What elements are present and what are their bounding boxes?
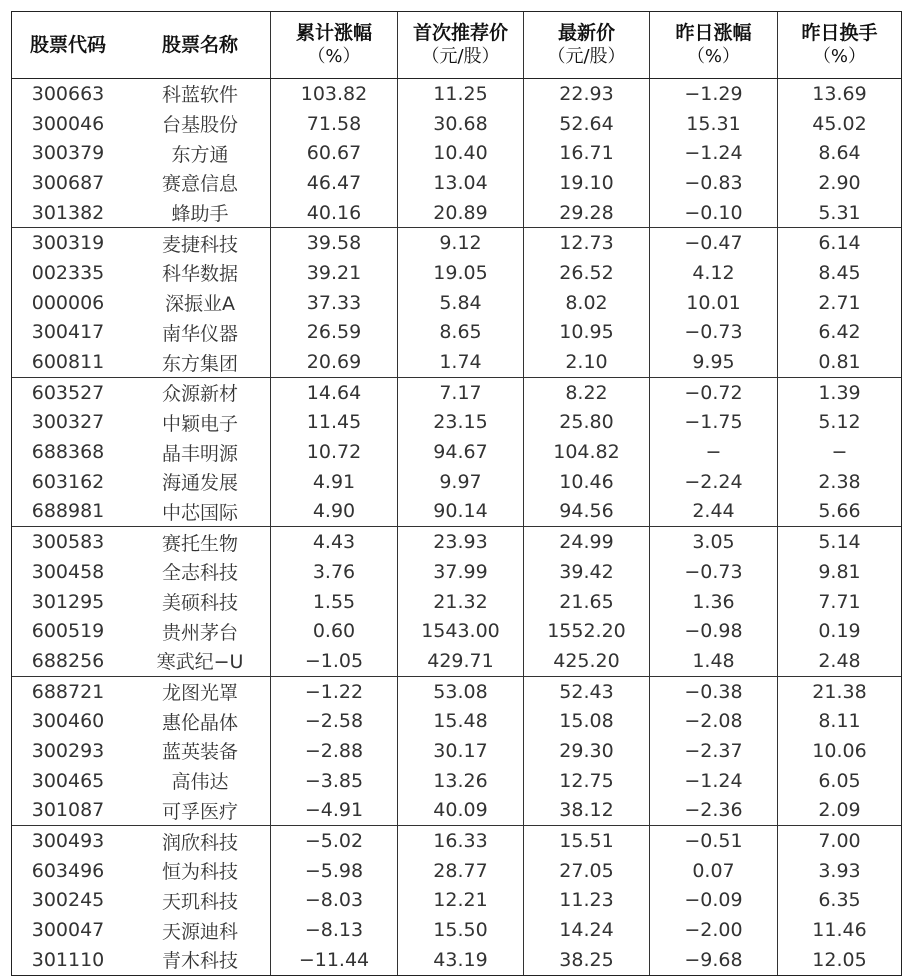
cell-yesterday-change: 2.44	[649, 497, 777, 527]
cell-yesterday-turnover: 6.42	[777, 318, 901, 348]
cell-yesterday-change: 9.95	[649, 347, 777, 377]
cell-first-recommend-price: 7.17	[397, 378, 523, 408]
cell-latest-price: 21.65	[523, 587, 649, 617]
cell-stock-name: 中芯国际	[161, 501, 238, 524]
cell-cumulative-gain: 46.47	[270, 168, 397, 198]
cell-stock-code: 688368	[31, 441, 105, 464]
cell-yesterday-turnover: 11.46	[777, 915, 901, 945]
cell-latest-price: 22.93	[523, 79, 649, 109]
cell-stock-code: 300319	[31, 232, 105, 255]
table-row	[12, 945, 901, 975]
cell-yesterday-turnover: 2.09	[777, 796, 901, 826]
cell-cumulative-gain: 26.59	[270, 318, 397, 348]
cell-first-recommend-price: 43.19	[397, 945, 523, 975]
table-row	[12, 288, 901, 318]
cell-yesterday-change: −0.47	[649, 228, 777, 258]
table-row	[12, 497, 901, 527]
cell-stock-name: 龙图光罩	[161, 682, 238, 705]
table-row	[12, 915, 901, 945]
cell-latest-price: 26.52	[523, 258, 649, 288]
cell-latest-price: 38.12	[523, 796, 649, 826]
cell-yesterday-turnover: 5.14	[777, 527, 901, 557]
cell-yesterday-turnover: 6.35	[777, 886, 901, 916]
table-row	[12, 527, 901, 557]
cell-cumulative-gain: 14.64	[270, 378, 397, 408]
table-row	[12, 198, 901, 228]
header-latest-price: 最新价 （元/股）	[523, 12, 649, 78]
cell-stock-code: 300465	[31, 769, 105, 792]
row-group	[12, 527, 901, 676]
table-row	[12, 856, 901, 886]
cell-yesterday-turnover: 45.02	[777, 109, 901, 139]
cell-stock-name: 惠伦晶体	[161, 711, 238, 734]
cell-cumulative-gain: −2.88	[270, 736, 397, 766]
cell-stock-name: 高伟达	[171, 771, 229, 794]
cell-yesterday-change: −0.38	[649, 677, 777, 707]
cell-latest-price: 10.95	[523, 318, 649, 348]
cell-yesterday-turnover: 7.71	[777, 587, 901, 617]
cell-stock-code: 300458	[31, 560, 105, 583]
row-group	[12, 79, 901, 228]
table-row	[12, 557, 901, 587]
cell-first-recommend-price: 13.04	[397, 168, 523, 198]
cell-yesterday-change: −2.37	[649, 736, 777, 766]
cell-stock-code: 300245	[31, 889, 105, 912]
stock-table	[11, 11, 902, 976]
cell-stock-code: 300417	[31, 321, 105, 344]
table-row	[12, 796, 901, 826]
cell-stock-code: 300583	[31, 531, 105, 554]
cell-first-recommend-price: 30.68	[397, 109, 523, 139]
cell-yesterday-turnover: 2.90	[777, 168, 901, 198]
table-row	[12, 736, 901, 766]
table-row	[12, 587, 901, 617]
cell-cumulative-gain: −11.44	[270, 945, 397, 975]
cell-yesterday-change: −1.75	[649, 408, 777, 438]
table-row	[12, 378, 901, 408]
table-row	[12, 706, 901, 736]
cell-first-recommend-price: 429.71	[397, 646, 523, 676]
cell-cumulative-gain: 1.55	[270, 587, 397, 617]
cell-stock-name: 全志科技	[161, 562, 238, 585]
cell-yesterday-change: −0.10	[649, 198, 777, 228]
cell-cumulative-gain: −4.91	[270, 796, 397, 826]
cell-yesterday-change: −9.68	[649, 945, 777, 975]
table-row	[12, 318, 901, 348]
cell-first-recommend-price: 28.77	[397, 856, 523, 886]
cell-first-recommend-price: 20.89	[397, 198, 523, 228]
cell-first-recommend-price: 37.99	[397, 557, 523, 587]
cell-yesterday-change: 3.05	[649, 527, 777, 557]
cell-yesterday-change: −0.51	[649, 826, 777, 856]
cell-yesterday-change: −0.73	[649, 557, 777, 587]
cell-stock-code: 300047	[31, 919, 105, 942]
cell-latest-price: 39.42	[523, 557, 649, 587]
cell-yesterday-change: −	[649, 437, 777, 467]
cell-yesterday-change: 1.48	[649, 646, 777, 676]
cell-stock-name: 深振业A	[165, 293, 235, 316]
cell-stock-code: 301087	[31, 799, 105, 822]
cell-first-recommend-price: 30.17	[397, 736, 523, 766]
cell-cumulative-gain: 4.43	[270, 527, 397, 557]
cell-first-recommend-price: 11.25	[397, 79, 523, 109]
cell-yesterday-change: −0.73	[649, 318, 777, 348]
cell-latest-price: 19.10	[523, 168, 649, 198]
cell-first-recommend-price: 9.97	[397, 467, 523, 497]
cell-yesterday-turnover: 12.05	[777, 945, 901, 975]
table-row	[12, 467, 901, 497]
cell-yesterday-turnover: 2.48	[777, 646, 901, 676]
cell-cumulative-gain: −5.98	[270, 856, 397, 886]
header-yesterday-turnover: 昨日换手 （%）	[777, 12, 901, 78]
cell-cumulative-gain: 4.90	[270, 497, 397, 527]
cell-stock-name: 台基股份	[161, 114, 238, 137]
cell-stock-name: 天源迪科	[161, 920, 238, 943]
cell-first-recommend-price: 23.15	[397, 408, 523, 438]
cell-yesterday-change: −0.83	[649, 168, 777, 198]
cell-stock-code: 603527	[31, 381, 105, 404]
cell-stock-code: 301295	[31, 590, 105, 613]
cell-stock-code: 301110	[31, 948, 105, 971]
cell-yesterday-change: −1.24	[649, 766, 777, 796]
cell-stock-name: 天玑科技	[161, 890, 238, 913]
table-row	[12, 616, 901, 646]
cell-cumulative-gain: 40.16	[270, 198, 397, 228]
cell-latest-price: 12.75	[523, 766, 649, 796]
table-row	[12, 408, 901, 438]
cell-cumulative-gain: −5.02	[270, 826, 397, 856]
header-yesterday-change: 昨日涨幅 （%）	[649, 12, 777, 78]
cell-latest-price: 52.43	[523, 677, 649, 707]
cell-cumulative-gain: 39.21	[270, 258, 397, 288]
cell-first-recommend-price: 94.67	[397, 437, 523, 467]
cell-yesterday-turnover: 8.64	[777, 138, 901, 168]
cell-stock-code: 300493	[31, 830, 105, 853]
cell-first-recommend-price: 8.65	[397, 318, 523, 348]
cell-yesterday-change: −1.29	[649, 79, 777, 109]
cell-stock-code: 000006	[31, 291, 105, 314]
cell-latest-price: 10.46	[523, 467, 649, 497]
cell-yesterday-change: −0.72	[649, 378, 777, 408]
header-cumulative-gain: 累计涨幅 （%）	[270, 12, 397, 78]
header-first-recommend-price: 首次推荐价 （元/股）	[397, 12, 523, 78]
cell-yesterday-turnover: 0.19	[777, 616, 901, 646]
cell-cumulative-gain: 71.58	[270, 109, 397, 139]
cell-yesterday-change: 1.36	[649, 587, 777, 617]
table-header	[12, 12, 901, 79]
table-row	[12, 766, 901, 796]
cell-stock-name: 美硕科技	[161, 592, 238, 615]
cell-first-recommend-price: 40.09	[397, 796, 523, 826]
cell-latest-price: 38.25	[523, 945, 649, 975]
table-row	[12, 347, 901, 377]
cell-first-recommend-price: 13.26	[397, 766, 523, 796]
cell-first-recommend-price: 12.21	[397, 886, 523, 916]
cell-latest-price: 15.08	[523, 706, 649, 736]
cell-first-recommend-price: 90.14	[397, 497, 523, 527]
row-group	[12, 228, 901, 377]
cell-stock-name: 中颖电子	[161, 412, 238, 435]
cell-latest-price: 29.30	[523, 736, 649, 766]
cell-yesterday-change: −1.24	[649, 138, 777, 168]
cell-stock-code: 688721	[31, 680, 105, 703]
cell-yesterday-turnover: 8.45	[777, 258, 901, 288]
table-row	[12, 138, 901, 168]
cell-stock-name: 青木科技	[161, 950, 238, 973]
table-row	[12, 437, 901, 467]
cell-cumulative-gain: −8.13	[270, 915, 397, 945]
cell-latest-price: 1552.20	[523, 616, 649, 646]
cell-first-recommend-price: 1543.00	[397, 616, 523, 646]
table-row	[12, 228, 901, 258]
cell-yesterday-change: −2.08	[649, 706, 777, 736]
cell-yesterday-turnover: 8.11	[777, 706, 901, 736]
cell-cumulative-gain: 37.33	[270, 288, 397, 318]
table-row	[12, 886, 901, 916]
table-row	[12, 168, 901, 198]
cell-latest-price: 15.51	[523, 826, 649, 856]
cell-first-recommend-price: 53.08	[397, 677, 523, 707]
cell-yesterday-change: 15.31	[649, 109, 777, 139]
cell-yesterday-turnover: 0.81	[777, 347, 901, 377]
cell-latest-price: 8.22	[523, 378, 649, 408]
cell-first-recommend-price: 15.48	[397, 706, 523, 736]
cell-stock-name: 蜂助手	[171, 203, 229, 226]
cell-stock-name: 众源新材	[161, 383, 238, 406]
cell-yesterday-turnover: 5.31	[777, 198, 901, 228]
cell-first-recommend-price: 21.32	[397, 587, 523, 617]
cell-first-recommend-price: 1.74	[397, 347, 523, 377]
table-row	[12, 109, 901, 139]
cell-latest-price: 104.82	[523, 437, 649, 467]
cell-first-recommend-price: 5.84	[397, 288, 523, 318]
table-body	[12, 79, 901, 975]
cell-latest-price: 14.24	[523, 915, 649, 945]
cell-yesterday-turnover: 6.05	[777, 766, 901, 796]
cell-latest-price: 12.73	[523, 228, 649, 258]
cell-stock-name: 科华数据	[161, 263, 238, 286]
cell-stock-code: 600811	[31, 351, 105, 374]
cell-stock-name: 润欣科技	[161, 831, 238, 854]
cell-yesterday-change: 0.07	[649, 856, 777, 886]
cell-cumulative-gain: 10.72	[270, 437, 397, 467]
cell-cumulative-gain: 103.82	[270, 79, 397, 109]
table-row	[12, 258, 901, 288]
cell-cumulative-gain: −8.03	[270, 886, 397, 916]
cell-cumulative-gain: −1.05	[270, 646, 397, 676]
cell-cumulative-gain: −3.85	[270, 766, 397, 796]
row-group	[12, 378, 901, 527]
cell-yesterday-turnover: 5.12	[777, 408, 901, 438]
cell-latest-price: 2.10	[523, 347, 649, 377]
cell-cumulative-gain: 39.58	[270, 228, 397, 258]
cell-yesterday-turnover: 3.93	[777, 856, 901, 886]
cell-yesterday-change: 4.12	[649, 258, 777, 288]
cell-yesterday-turnover: 13.69	[777, 79, 901, 109]
cell-cumulative-gain: 11.45	[270, 408, 397, 438]
cell-stock-code: 301382	[31, 201, 105, 224]
cell-stock-code: 300460	[31, 710, 105, 733]
cell-stock-code: 688981	[31, 500, 105, 523]
cell-yesterday-turnover: 1.39	[777, 378, 901, 408]
cell-stock-code: 600519	[31, 620, 105, 643]
cell-stock-name: 科蓝软件	[161, 84, 238, 107]
cell-stock-name: 蓝英装备	[161, 741, 238, 764]
cell-stock-code: 300687	[31, 171, 105, 194]
cell-stock-name: 可孚医疗	[161, 800, 238, 823]
cell-latest-price: 8.02	[523, 288, 649, 318]
cell-stock-name: 晶丰明源	[161, 442, 238, 465]
cell-yesterday-change: −2.00	[649, 915, 777, 945]
cell-stock-code: 603496	[31, 859, 105, 882]
cell-stock-code: 300379	[31, 142, 105, 165]
cell-first-recommend-price: 19.05	[397, 258, 523, 288]
cell-yesterday-change: −2.36	[649, 796, 777, 826]
table-row	[12, 79, 901, 109]
cell-yesterday-turnover: 10.06	[777, 736, 901, 766]
cell-yesterday-turnover: 2.71	[777, 288, 901, 318]
cell-stock-code: 300046	[31, 112, 105, 135]
cell-yesterday-change: −2.24	[649, 467, 777, 497]
cell-stock-code: 002335	[31, 261, 105, 284]
cell-latest-price: 11.23	[523, 886, 649, 916]
row-group	[12, 677, 901, 826]
cell-latest-price: 27.05	[523, 856, 649, 886]
cell-first-recommend-price: 23.93	[397, 527, 523, 557]
cell-yesterday-change: 10.01	[649, 288, 777, 318]
cell-cumulative-gain: 4.91	[270, 467, 397, 497]
cell-first-recommend-price: 15.50	[397, 915, 523, 945]
cell-stock-code: 300663	[31, 82, 105, 105]
cell-stock-code: 603162	[31, 470, 105, 493]
cell-cumulative-gain: 60.67	[270, 138, 397, 168]
table-row	[12, 826, 901, 856]
cell-latest-price: 24.99	[523, 527, 649, 557]
cell-latest-price: 425.20	[523, 646, 649, 676]
header-stock-name: 股票名称	[161, 34, 238, 56]
cell-stock-name: 寒武纪−U	[156, 651, 244, 674]
cell-yesterday-turnover: 9.81	[777, 557, 901, 587]
cell-stock-name: 恒为科技	[161, 861, 238, 884]
cell-latest-price: 94.56	[523, 497, 649, 527]
cell-yesterday-turnover: 7.00	[777, 826, 901, 856]
cell-yesterday-turnover: 21.38	[777, 677, 901, 707]
cell-stock-name: 东方集团	[161, 352, 238, 375]
cell-stock-name: 南华仪器	[161, 322, 238, 345]
table-row	[12, 646, 901, 676]
cell-yesterday-turnover: −	[777, 437, 901, 467]
row-group	[12, 826, 901, 974]
cell-stock-code: 688256	[31, 649, 105, 672]
cell-first-recommend-price: 10.40	[397, 138, 523, 168]
cell-yesterday-turnover: 2.38	[777, 467, 901, 497]
cell-stock-name: 东方通	[171, 143, 229, 166]
cell-yesterday-change: −0.98	[649, 616, 777, 646]
cell-latest-price: 29.28	[523, 198, 649, 228]
header-stock-code: 股票代码	[29, 34, 106, 56]
cell-first-recommend-price: 9.12	[397, 228, 523, 258]
cell-cumulative-gain: 3.76	[270, 557, 397, 587]
cell-stock-name: 赛意信息	[161, 173, 238, 196]
cell-stock-name: 麦捷科技	[161, 233, 238, 256]
cell-first-recommend-price: 16.33	[397, 826, 523, 856]
cell-cumulative-gain: −2.58	[270, 706, 397, 736]
cell-latest-price: 52.64	[523, 109, 649, 139]
cell-stock-code: 300327	[31, 411, 105, 434]
cell-cumulative-gain: −1.22	[270, 677, 397, 707]
cell-yesterday-turnover: 5.66	[777, 497, 901, 527]
cell-cumulative-gain: 20.69	[270, 347, 397, 377]
cell-latest-price: 25.80	[523, 408, 649, 438]
cell-stock-name: 海通发展	[161, 472, 238, 495]
cell-stock-name: 贵州茅台	[161, 621, 238, 644]
cell-yesterday-change: −0.09	[649, 886, 777, 916]
cell-stock-name: 赛托生物	[161, 532, 238, 555]
cell-yesterday-turnover: 6.14	[777, 228, 901, 258]
cell-latest-price: 16.71	[523, 138, 649, 168]
cell-stock-code: 300293	[31, 739, 105, 762]
cell-cumulative-gain: 0.60	[270, 616, 397, 646]
table-row	[12, 677, 901, 707]
